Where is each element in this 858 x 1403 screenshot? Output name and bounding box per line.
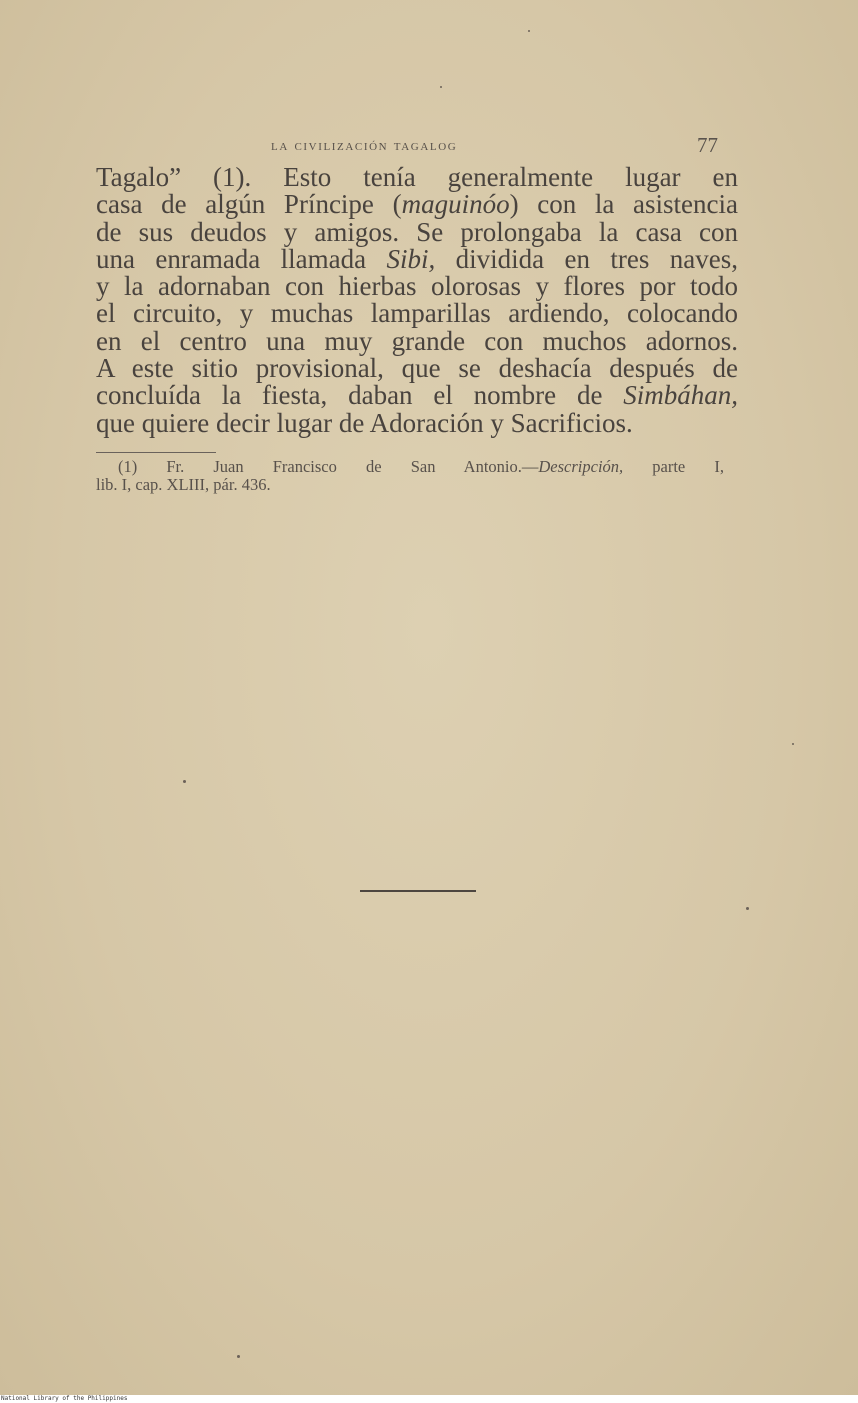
footnote-line: lib. I, cap. XLIII, pár. 436. <box>96 475 271 494</box>
running-title: la civilización tagalog <box>271 137 458 154</box>
italic-term: Simbáhan, <box>623 380 738 411</box>
body-line: el circuito, y muchas lamparillas ardiendo, colocando <box>96 298 738 329</box>
body-line: A este sitio provisional, que se deshacía después de <box>96 353 738 384</box>
body-line: que quiere decir lugar de Adoración y Sacrificios. <box>96 407 633 438</box>
footnote <box>96 458 724 494</box>
page-number: 77 <box>697 133 718 157</box>
footnote-line: (1) Fr. Juan Francisco de San Antonio.—Descripción, parte I, <box>118 457 724 476</box>
italic-term: Sibi, <box>386 243 436 274</box>
paper-speck <box>183 780 186 783</box>
italic-term: maguinóo <box>401 189 510 220</box>
paper-speck <box>237 1355 240 1358</box>
body-line: en el centro una muy grande con muchos adornos. <box>96 325 738 356</box>
body-paragraph <box>96 164 738 437</box>
footnote-rule <box>96 452 216 453</box>
body-line: de sus deudos y amigos. Se prolongaba la casa con <box>96 216 738 247</box>
italic-term: Descripción, <box>538 457 624 476</box>
end-of-chapter-rule <box>360 890 476 892</box>
paper-speck <box>746 907 749 910</box>
body-line: una enramada llamada Sibi, dividida en tres naves, <box>96 243 738 274</box>
footer-strip <box>0 1395 858 1403</box>
body-line: casa de algún Príncipe (maguinóo) con la asistencia <box>96 189 738 220</box>
body-line: concluída la fiesta, daban el nombre de Simbáhan, <box>96 380 738 411</box>
footer-credit: National Library of the Philippines <box>1 1395 128 1402</box>
body-line: y la adornaban con hierbas olorosas y flores por todo <box>96 271 738 302</box>
paper-speck <box>440 86 442 88</box>
running-head <box>96 133 718 163</box>
body-line: Tagalo” (1). Esto tenía generalmente lugar en <box>96 162 738 192</box>
paper-speck <box>528 30 530 32</box>
paper-speck <box>792 743 794 745</box>
